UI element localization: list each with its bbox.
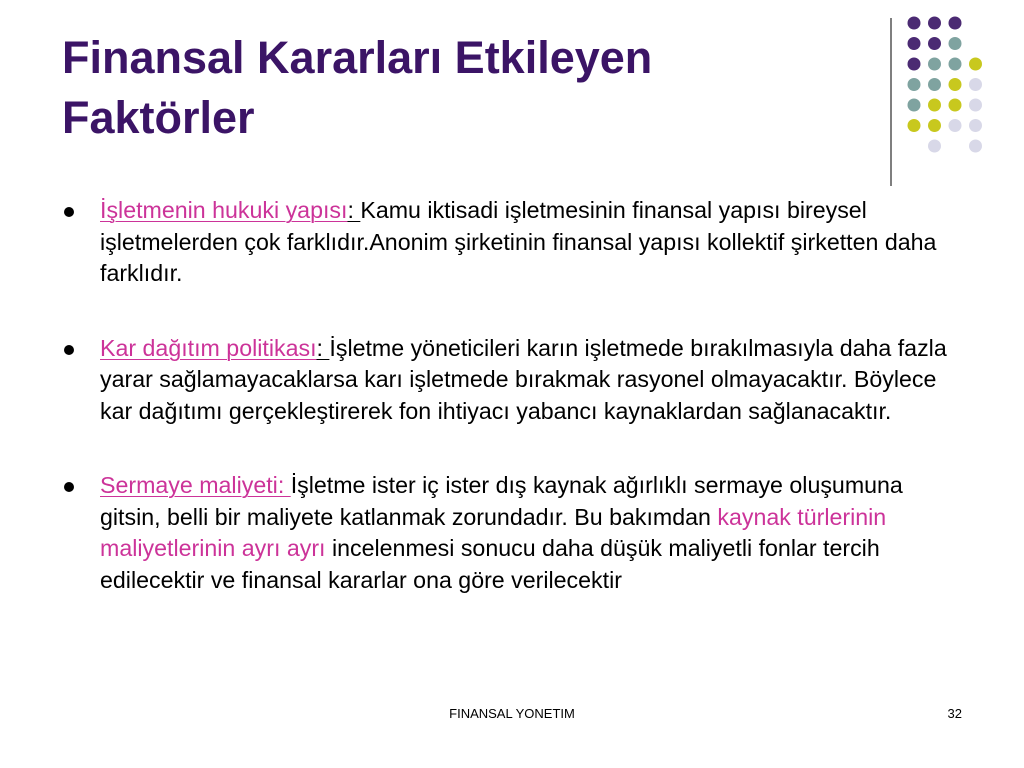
decorative-dot	[969, 119, 982, 132]
slide-title	[62, 28, 862, 148]
bullet-text-sermaye-before: İşletme ister iç ister dış kaynak ağırlıklı sermaye oluşumuna gitsin, belli bir maliyete katlanmak zorundadır. Bu bakımdan	[100, 472, 903, 530]
term-sermaye-maliyeti: Sermaye maliyeti:	[100, 472, 291, 498]
bullet-marker	[64, 207, 74, 217]
decorative-dot	[969, 78, 982, 91]
decorative-dot	[908, 78, 921, 91]
term-separator: :	[347, 197, 361, 223]
decorative-dot	[928, 78, 941, 91]
decorative-dot	[969, 140, 982, 153]
term-hukuki-yapi: İşletmenin hukuki yapısı	[100, 197, 348, 223]
decorative-dot	[949, 119, 962, 132]
bullet-text-kar-dagitim: İşletme yöneticileri karın işletmede bırakılmasıyla daha fazla yarar sağlamayacaklarsa karı işletmede bırakmak rasyonel olmayacaktır. Böylece kar dağıtımı gerçekleştirerek fon ihtiyacı yabancı kaynaklardan sağlanacaktır.	[100, 334, 947, 424]
footer-title: FINANSAL YONETIM	[449, 706, 575, 721]
decorative-dot	[969, 99, 982, 112]
decorative-dot	[928, 17, 941, 30]
decorative-dot	[928, 140, 941, 153]
decorative-dot	[969, 58, 982, 71]
decorative-dot	[949, 37, 962, 50]
decorative-dot	[908, 58, 921, 71]
bullet-item-sermaye-maliyeti	[62, 470, 962, 596]
dot-grid-svg	[900, 10, 1020, 170]
decorative-dot	[949, 17, 962, 30]
decorative-dot	[908, 99, 921, 112]
title-line-2: Faktörler	[62, 92, 255, 143]
bullet-marker	[64, 345, 74, 355]
term-separator: :	[316, 334, 330, 361]
page-number: 32	[947, 706, 962, 721]
bullet-text-hukuki-yapi: Kamu iktisadi işletmesinin finansal yapısı bireysel işletmelerden çok farklıdır.Anonim şirketinin finansal yapısı kollektif şirketten daha farklıdır.	[100, 197, 937, 286]
bullet-text-sermaye-after: incelenmesi sonucu daha düşük maliyetli fonlar tercih edilecektir ve finansal kararlar ona göre verilecektir	[100, 535, 880, 593]
bullet-item-hukuki-yapi	[62, 195, 962, 290]
decorative-dot	[908, 17, 921, 30]
decorative-dot	[949, 99, 962, 112]
decorative-dot	[928, 99, 941, 112]
decorative-dot	[908, 37, 921, 50]
bullet-list	[62, 195, 962, 639]
decorative-dot	[928, 58, 941, 71]
decorative-dot-grid	[900, 10, 1020, 170]
term-kar-dagitim: Kar dağıtım politikası	[100, 334, 317, 361]
decorative-dot	[928, 37, 941, 50]
decorative-dot	[928, 119, 941, 132]
bullet-item-kar-dagitim	[62, 333, 962, 428]
vertical-divider	[890, 18, 892, 186]
decorative-dot	[949, 78, 962, 91]
decorative-dot	[908, 119, 921, 132]
title-line-1: Finansal Kararları Etkileyen	[62, 32, 653, 83]
decorative-dot	[949, 58, 962, 71]
highlight-kaynak-turleri: kaynak türlerinin maliyetlerinin ayrı ayrı	[100, 503, 887, 561]
bullet-marker	[64, 482, 74, 492]
